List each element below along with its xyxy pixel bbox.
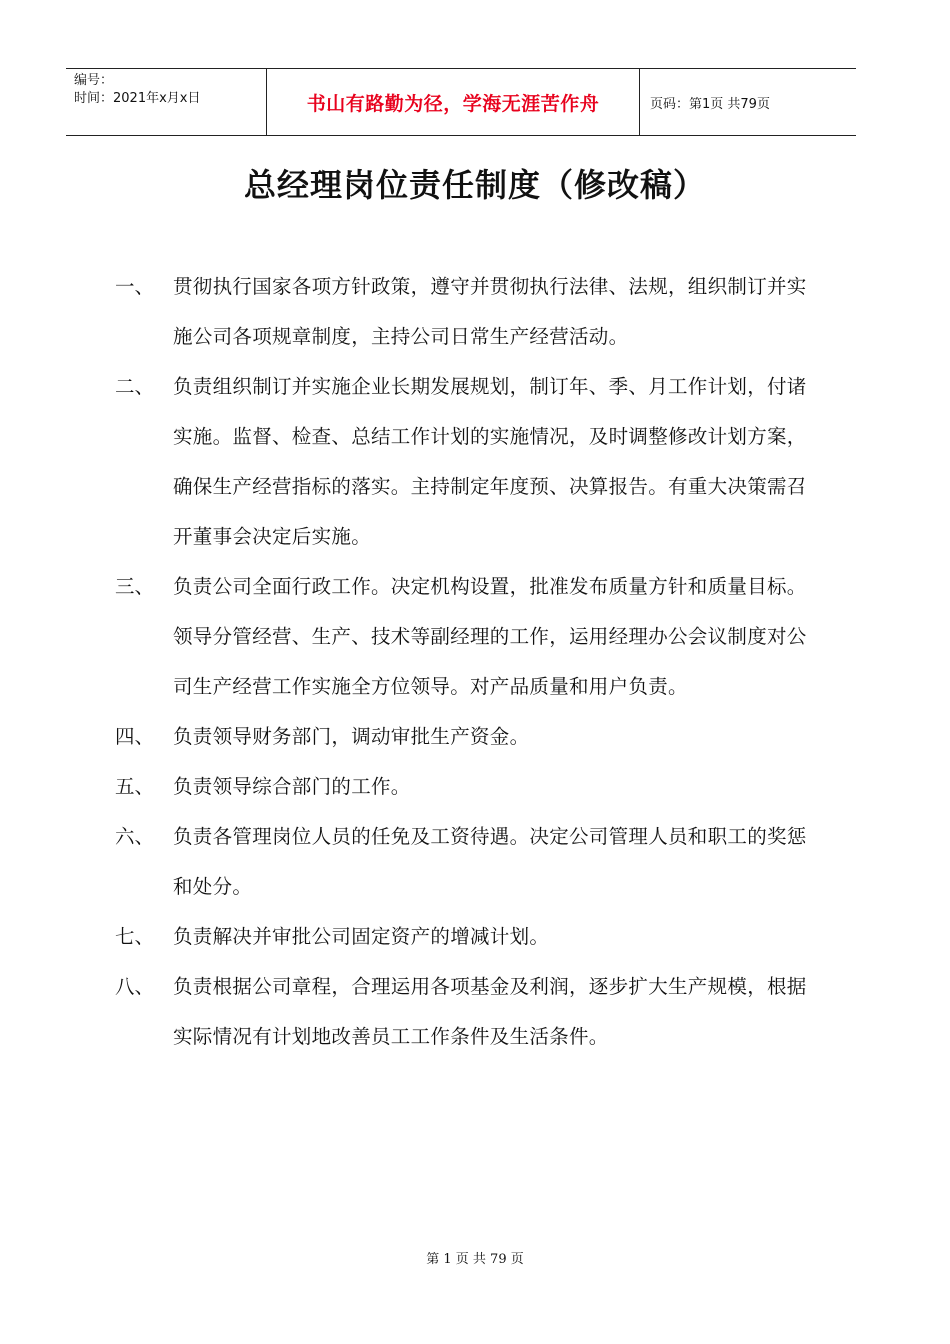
clause-number: 四、 — [115, 725, 155, 748]
document-time-label: 时间：2021年x月x日 — [74, 91, 201, 106]
clause-number: 八、 — [115, 975, 155, 998]
clause-number: 六、 — [115, 825, 155, 848]
clause-item — [115, 262, 815, 362]
clause-text: 负责领导综合部门的工作。 — [173, 775, 411, 798]
clause-number: 三、 — [115, 575, 155, 598]
clause-item — [115, 362, 815, 562]
clause-item — [115, 762, 815, 812]
page-header — [66, 68, 856, 136]
clause-number: 七、 — [115, 925, 155, 948]
document-title: 总经理岗位责任制度（修改稿） — [243, 166, 706, 204]
clause-text: 负责各管理岗位人员的任免及工资待遇。决定公司管理人员和职工的奖惩和处分。 — [173, 825, 807, 898]
clause-text: 负责组织制订并实施企业长期发展规划，制订年、季、月工作计划，付诸实施。监督、检查、总结工作计划的实施情况，及时调整修改计划方案，确保生产经营指标的落实。主持制定年度预、决算报告。有重大决策需召开董事会决定后实施。 — [173, 375, 807, 548]
header-meta — [66, 69, 267, 135]
clause-item — [115, 562, 815, 712]
header-page-info: 页码：第1页 共79页 — [650, 96, 770, 112]
clause-text: 贯彻执行国家各项方针政策，遵守并贯彻执行法律、法规，组织制订并实施公司各项规章制度，主持公司日常生产经营活动。 — [173, 275, 807, 348]
clause-item — [115, 962, 815, 1062]
clause-number: 五、 — [115, 775, 155, 798]
clause-item — [115, 712, 815, 762]
clause-number: 一、 — [115, 275, 155, 298]
clause-list — [115, 262, 815, 1062]
clause-item — [115, 912, 815, 962]
clause-text: 负责根据公司章程，合理运用各项基金及利润，逐步扩大生产规模，根据实际情况有计划地改善员工工作条件及生活条件。 — [173, 975, 807, 1048]
clause-text: 负责解决并审批公司固定资产的增减计划。 — [173, 925, 550, 948]
page-footer: 第 1 页 共 79 页 — [426, 1252, 524, 1267]
header-motto: 书山有路勤为径，学海无涯苦作舟 — [267, 69, 640, 135]
clause-text: 负责公司全面行政工作。决定机构设置，批准发布质量方针和质量目标。领导分管经营、生产、技术等副经理的工作，运用经理办公会议制度对公司生产经营工作实施全方位领导。对产品质量和用户负责。 — [173, 575, 807, 698]
document-number-label: 编号： — [74, 73, 114, 88]
clause-text: 负责领导财务部门，调动审批生产资金。 — [173, 725, 530, 748]
clause-number: 二、 — [115, 375, 155, 398]
clause-item — [115, 812, 815, 912]
